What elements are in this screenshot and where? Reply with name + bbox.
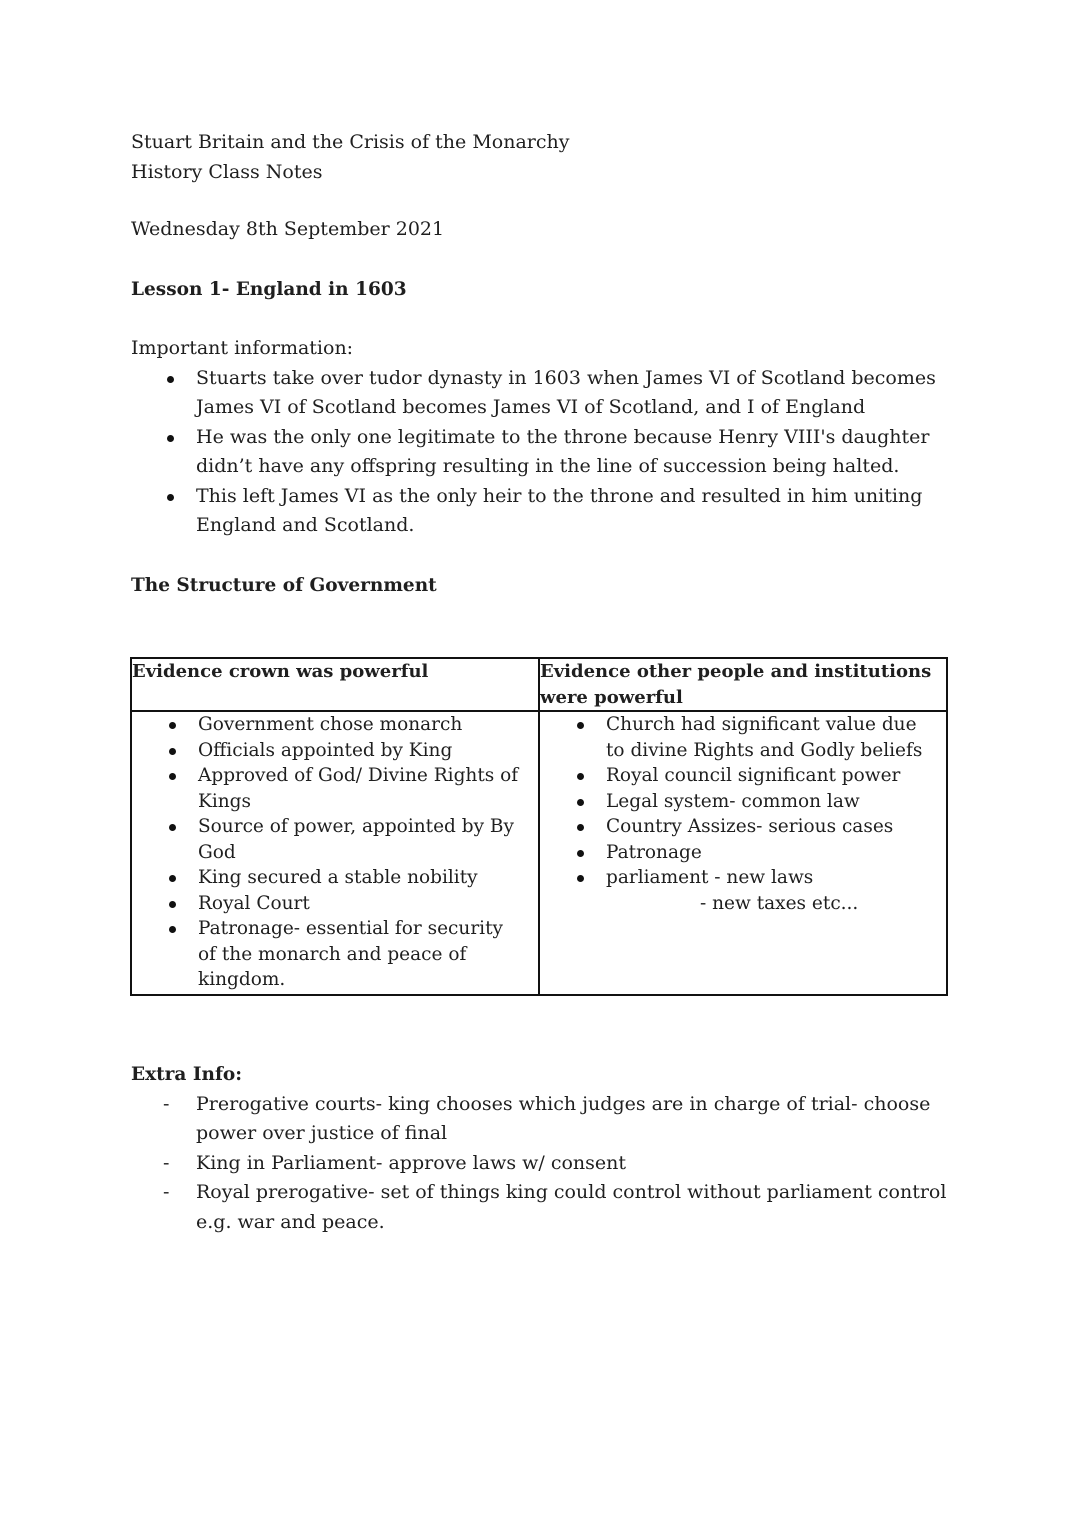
extra-info-section [131,1060,951,1237]
list-item: parliament - new laws [606,865,946,891]
list-item: King secured a stable nobility [198,865,538,891]
col2-header: Evidence other people and institutions were powerful [539,658,947,711]
table-header-row [131,658,947,711]
other-institutions-list [540,712,946,891]
government-heading: The Structure of Government [131,574,437,596]
list-item: Patronage [606,840,946,866]
list-item: Royal council significant power [606,763,946,789]
notes-page [131,128,951,600]
document-subtitle: History Class Notes [131,160,323,183]
col2-cell [539,711,947,995]
list-item: Stuarts take over tudor dynasty in 1603 when James VI of Scotland becomes James VI of Scotland becomes James VI of Scotland, and I of England [196,364,951,423]
document-date: Wednesday 8th September 2021 [131,218,445,240]
list-item: Royal Court [198,891,538,917]
list-item: Officials appointed by King [198,738,538,764]
parliament-subline: - new taxes etc... [700,892,859,914]
list-item: - Royal prerogative- set of things king could control without parliament control e.g. war and peace. [196,1178,951,1237]
document-title: Stuart Britain and the Crisis of the Monarchy [131,131,570,153]
lesson-bullet-list [131,364,951,541]
table-row [131,711,947,995]
list-item: Church had significant value due to divine Rights and Godly beliefs [606,712,946,763]
list-item: - Prerogative courts- king chooses which judges are in charge of trial- choose power over justice of final [196,1090,951,1149]
extra-heading: Extra Info: [131,1064,243,1085]
extra-dash-list [131,1090,951,1238]
list-item: - King in Parliament- approve laws w/ consent [196,1149,951,1179]
list-item: Patronage- essential for security of the monarch and peace of kingdom. [198,916,538,993]
list-item: Government chose monarch [198,712,538,738]
list-item: This left James VI as the only heir to the throne and resulted in him uniting England and Scotland. [196,482,951,541]
list-item: Legal system- common law [606,789,946,815]
list-item: He was the only one legitimate to the throne because Henry VIII's daughter didn’t have any offspring resulting in the line of succession being halted. [196,423,951,482]
col1-cell [131,711,539,995]
crown-evidence-list [132,712,538,993]
lesson-intro: Important information: [131,337,354,359]
list-item: Source of power, appointed by By God [198,814,538,865]
list-item: Approved of God/ Divine Rights of Kings [198,763,538,814]
list-item: Country Assizes- serious cases [606,814,946,840]
government-table [130,657,948,996]
col1-header: Evidence crown was powerful [131,658,539,711]
lesson-heading: Lesson 1- England in 1603 [131,278,407,300]
